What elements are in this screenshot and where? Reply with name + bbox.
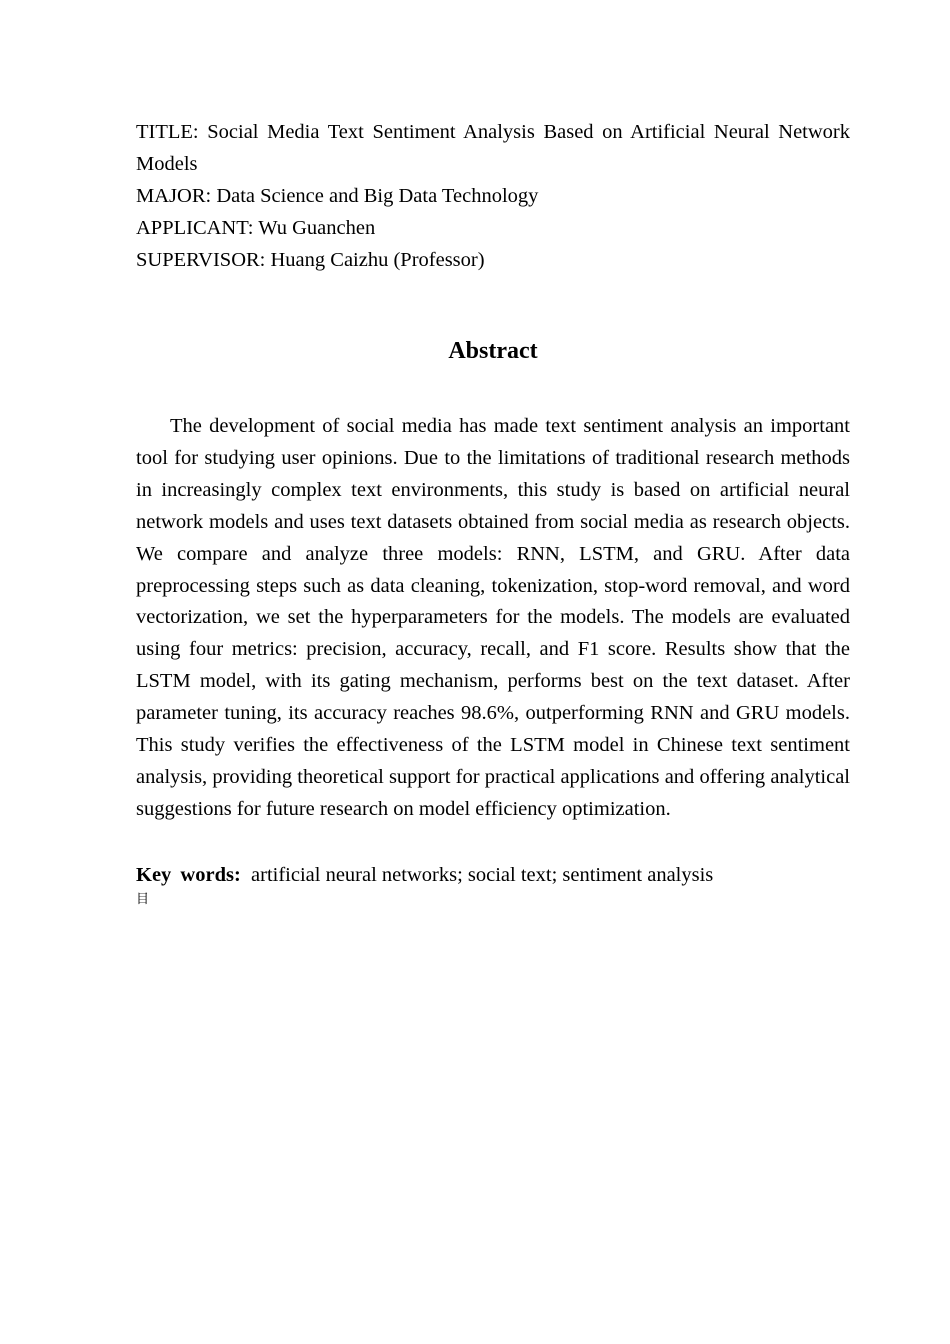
thesis-metadata — [136, 116, 850, 276]
major-line — [136, 180, 850, 212]
applicant-label: APPLICANT: — [136, 217, 254, 239]
applicant-line — [136, 212, 850, 244]
supervisor-label: SUPERVISOR: — [136, 249, 266, 271]
abstract-body: The development of social media has made text sentiment analysis an important tool for studying user opinions. Due to the limitations of traditional research methods in increasingly complex text environments, this study is based on artificial neural network models and uses text datasets obtained from social media as research objects. We compare and analyze three models: RNN, LSTM, and GRU. After data preprocessing steps such as data cleaning, tokenization, stop-word removal, and word vectorization, we set the hyperparameters for the models. The models are evaluated using four metrics: precision, accuracy, recall, and F1 score. Results show that the LSTM model, with its gating mechanism, performs best on the text dataset. After parameter tuning, its accuracy reaches 98.6%, outperforming RNN and GRU models. This study verifies the effectiveness of the LSTM model in Chinese text sentiment analysis, providing theoretical support for practical applications and offering analytical suggestions for future research on model efficiency optimization. — [136, 415, 850, 820]
keywords-line — [136, 859, 850, 891]
toc-fragment-mark: 目 — [136, 891, 150, 907]
abstract-heading: Abstract — [448, 338, 538, 364]
applicant-value: Wu Guanchen — [258, 217, 376, 239]
keywords-value: artificial neural networks; social text; sentiment analysis — [251, 863, 714, 886]
supervisor-line — [136, 244, 850, 276]
supervisor-value: Huang Caizhu (Professor) — [270, 249, 485, 271]
title-label: TITLE: — [136, 121, 199, 143]
title-value: Social Media Text Sentiment Analysis Based on Artificial Neural Network Models — [136, 121, 851, 175]
title-line — [136, 116, 850, 180]
major-value: Data Science and Big Data Technology — [216, 185, 539, 207]
major-label: MAJOR: — [136, 185, 212, 207]
keywords-label: Key words: — [136, 863, 241, 886]
paper-page — [136, 116, 850, 909]
